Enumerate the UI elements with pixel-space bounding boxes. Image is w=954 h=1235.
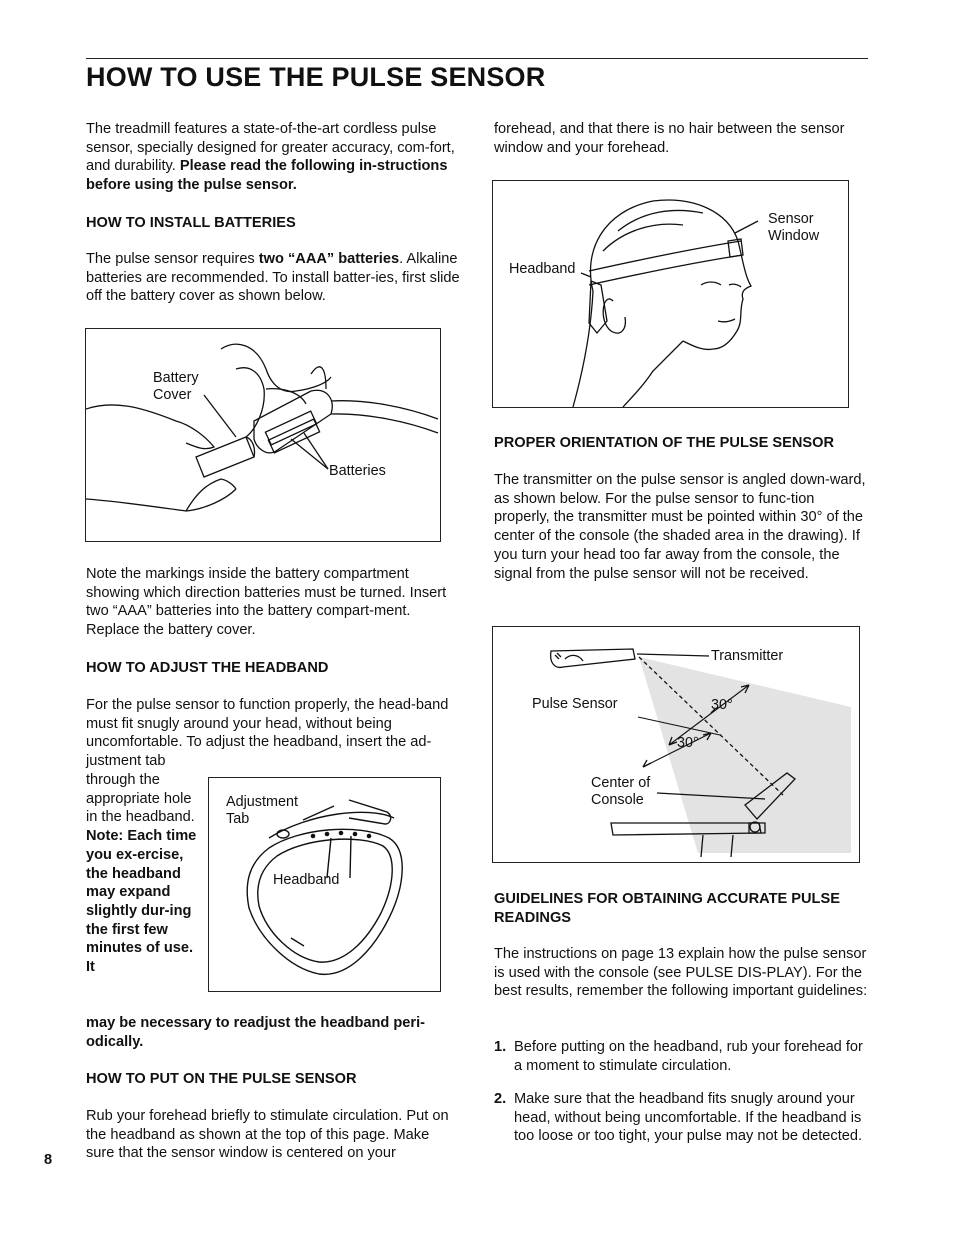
header-rule [86,58,868,59]
intro-paragraph [86,120,460,195]
pulse-sensor-label: Pulse Sensor [532,696,618,712]
head-figure [492,180,849,408]
put-on-continued: forehead, and that there is no hair between the sensor window and your forehead. [494,121,845,156]
batteries-bold: two “AAA” batteries [258,251,400,267]
guideline-2-text: Make sure that the headband fits snugly around your head, without being uncomfortable. If the headband is too loose or too tight, your pulse may not be detected. [514,1091,863,1145]
headband-label: Headband [273,872,340,888]
headband-heading: HOW TO ADJUST THE HEADBAND [86,660,329,676]
batteries-text-a: The pulse sensor requires [86,251,255,267]
headband-narrow-p: through the appropriate hole in the headband. [86,772,195,826]
headband-note-end: may be necessary to readjust the headband peri-odically. [86,1015,426,1050]
adjustment-tab-label: Adjustment Tab [226,794,298,827]
batteries-text-b: . Alkaline batteries are recommended. To install batter-ies, first slide off the battery cover as shown below. [86,251,460,305]
guideline-1-number: 1. [494,1039,507,1055]
intro-bold: Please read the following in-structions before using the pulse sensor. [86,158,448,194]
center-console-label: Center of Console [591,775,651,808]
put-on-heading: HOW TO PUT ON THE PULSE SENSOR [86,1071,357,1087]
page-number: 8 [44,1152,53,1168]
battery-cover-label: Battery Cover [153,370,199,403]
headband-figure [208,777,441,992]
guidelines-heading: GUIDELINES FOR OBTAINING ACCURATE PULSE READINGS [494,891,840,926]
put-on-paragraph: Rub your forehead briefly to stimulate circulation. Put on the headband as shown at the top of this page. Make sure that the sensor window is centered on your [86,1108,449,1162]
batteries-heading: HOW TO INSTALL BATTERIES [86,215,296,231]
batteries-note: Note the markings inside the battery compartment showing which direction batteries must be turned. Insert two “AAA” batteries into the battery compart-ment. Replace the battery cover. [86,566,447,639]
intro-text: The treadmill features a state-of-the-art cordless pulse sensor, specially designed for greater accuracy, com-fort, and durability. [86,121,455,175]
headband-narrow-text [86,771,202,977]
angle-lower-label: 30° [677,735,699,751]
sensor-window-label: Sensor Window [768,211,820,244]
orientation-heading: PROPER ORIENTATION OF THE PULSE SENSOR [494,435,835,451]
page-title: HOW TO USE THE PULSE SENSOR [86,62,546,92]
guidelines-paragraph: The instructions on page 13 explain how the pulse sensor is used with the console (see PULSE DIS-PLAY). For the best results, remember the following important guidelines: [494,946,868,1000]
headband-paragraph: For the pulse sensor to function properly, the head-band must fit snugly around your head, without being uncomfortable. To adjust the headband, insert the ad-justment tab [86,697,449,770]
orientation-paragraph: The transmitter on the pulse sensor is angled down-ward, as shown below. For the pulse sensor to func-tion properly, the transmitter must be pointed within 30° of the center of the console (the shaded area in the drawing). If you turn your head too far away from the console, the signal from the pulse sensor will not be received. [494,472,866,582]
head-headband-label: Headband [509,261,576,277]
transmitter-label: Transmitter [711,648,784,664]
orientation-figure [492,626,860,863]
headband-note: Note: Each time you ex-ercise, the headband may expand slightly dur-ing the first few minutes of use. It [86,828,197,976]
battery-illustration [86,329,442,543]
batteries-paragraph [86,250,460,306]
angle-upper-label: 30° [711,697,733,713]
battery-figure [85,328,441,542]
batteries-label: Batteries [329,463,386,479]
guideline-1-text: Before putting on the headband, rub your forehead for a moment to stimulate circulation. [514,1039,863,1074]
guideline-2-number: 2. [494,1091,507,1107]
